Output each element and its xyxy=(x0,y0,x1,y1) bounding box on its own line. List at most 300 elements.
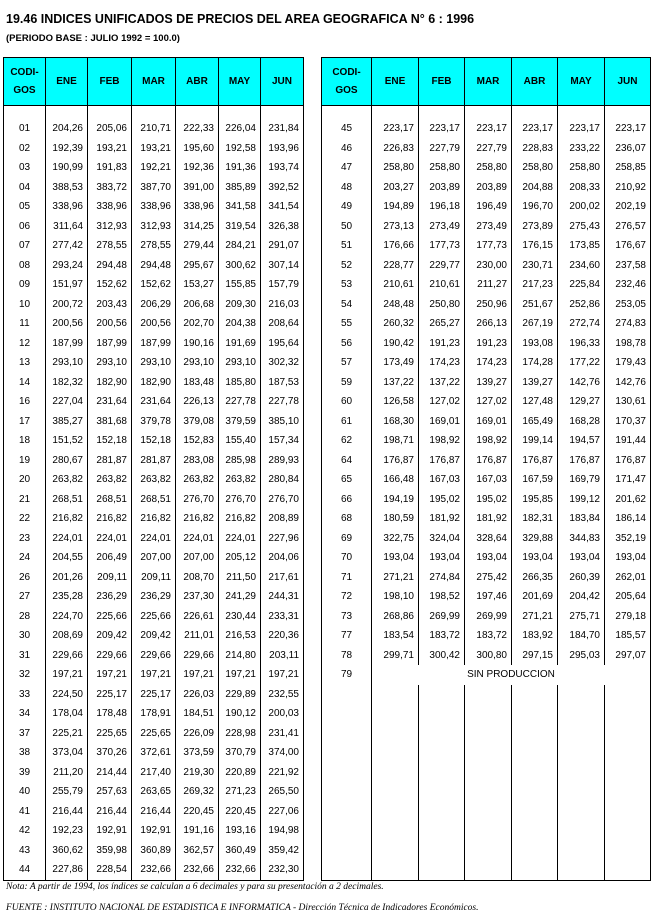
value-cell: 202,19 xyxy=(605,197,651,217)
table-row xyxy=(4,451,304,471)
value-cell: 338,96 xyxy=(176,197,219,217)
value-cell: 272,74 xyxy=(558,314,605,334)
value-cell: 126,58 xyxy=(372,392,419,412)
value-cell: 196,33 xyxy=(558,334,605,354)
value-cell: 209,11 xyxy=(88,568,132,588)
value-cell: 374,00 xyxy=(261,743,304,763)
value-cell: 263,82 xyxy=(176,470,219,490)
table-row xyxy=(322,412,651,432)
value-cell: 225,66 xyxy=(88,607,132,627)
value-cell: 193,04 xyxy=(372,548,419,568)
page-title: 19.46 INDICES UNIFICADOS DE PRECIOS DEL AREA GEOGRAFICA N° 6 : 1996 xyxy=(6,12,475,26)
value-cell: 229,77 xyxy=(419,256,465,276)
value-cell: 227,78 xyxy=(219,392,261,412)
value-cell: 192,21 xyxy=(132,158,176,178)
value-cell: 142,76 xyxy=(605,373,651,393)
code-cell: 68 xyxy=(322,509,372,529)
value-cell: 228,83 xyxy=(512,139,558,159)
value-cell: 233,31 xyxy=(261,607,304,627)
column-header-codigos: CODI-GOS xyxy=(322,58,372,106)
value-cell: 314,25 xyxy=(176,217,219,237)
value-cell: 216,82 xyxy=(88,509,132,529)
value-cell: 182,31 xyxy=(512,509,558,529)
column-header-jun: JUN xyxy=(261,58,304,106)
value-cell: 207,00 xyxy=(176,548,219,568)
value-cell: 293,10 xyxy=(88,353,132,373)
column-header-may: MAY xyxy=(558,58,605,106)
table-row xyxy=(322,626,651,646)
value-cell: 241,29 xyxy=(219,587,261,607)
value-cell: 195,85 xyxy=(512,490,558,510)
value-cell: 179,43 xyxy=(605,353,651,373)
table-row xyxy=(4,490,304,510)
value-cell: 185,57 xyxy=(605,626,651,646)
code-cell: 61 xyxy=(322,412,372,432)
value-cell: 220,36 xyxy=(261,626,304,646)
value-cell: 257,63 xyxy=(88,782,132,802)
value-cell: 277,42 xyxy=(46,236,88,256)
column-header-mar: MAR xyxy=(132,58,176,106)
code-cell: 39 xyxy=(4,763,46,783)
value-cell: 226,09 xyxy=(176,724,219,744)
value-cell: 225,84 xyxy=(558,275,605,295)
value-cell: 182,90 xyxy=(88,373,132,393)
table-row xyxy=(322,470,651,490)
value-cell: 231,41 xyxy=(261,724,304,744)
value-cell: 184,51 xyxy=(176,704,219,724)
table-row xyxy=(4,139,304,159)
table-row xyxy=(4,568,304,588)
value-cell: 329,88 xyxy=(512,529,558,549)
value-cell: 193,04 xyxy=(465,548,512,568)
value-cell: 279,18 xyxy=(605,607,651,627)
value-cell: 225,17 xyxy=(132,685,176,705)
value-cell: 205,06 xyxy=(88,119,132,139)
table-row xyxy=(322,119,651,139)
value-cell: 197,46 xyxy=(465,587,512,607)
value-cell: 372,61 xyxy=(132,743,176,763)
value-cell: 370,79 xyxy=(219,743,261,763)
table-row xyxy=(322,178,651,198)
value-cell: 391,00 xyxy=(176,178,219,198)
value-cell: 271,23 xyxy=(219,782,261,802)
value-cell: 200,03 xyxy=(261,704,304,724)
code-cell: 03 xyxy=(4,158,46,178)
code-cell: 64 xyxy=(322,451,372,471)
table-row xyxy=(4,470,304,490)
column-header-may: MAY xyxy=(219,58,261,106)
value-cell: 200,56 xyxy=(132,314,176,334)
table-row xyxy=(4,431,304,451)
value-cell: 271,21 xyxy=(512,607,558,627)
table-row xyxy=(4,802,304,822)
code-cell: 55 xyxy=(322,314,372,334)
value-cell: 260,39 xyxy=(558,568,605,588)
table-row xyxy=(322,568,651,588)
value-cell: 191,83 xyxy=(88,158,132,178)
value-cell: 224,01 xyxy=(219,529,261,549)
code-cell: 47 xyxy=(322,158,372,178)
table-row xyxy=(322,431,651,451)
value-cell: 217,61 xyxy=(261,568,304,588)
code-cell: 43 xyxy=(4,841,46,861)
table-row xyxy=(4,529,304,549)
value-cell: 210,71 xyxy=(132,119,176,139)
index-table-right xyxy=(321,57,651,881)
value-cell: 229,66 xyxy=(132,646,176,666)
table-row xyxy=(4,197,304,217)
code-cell: 05 xyxy=(4,197,46,217)
value-cell: 359,98 xyxy=(88,841,132,861)
value-cell: 152,18 xyxy=(88,431,132,451)
value-cell: 168,28 xyxy=(558,412,605,432)
value-cell: 258,80 xyxy=(465,158,512,178)
value-cell: 300,80 xyxy=(465,646,512,666)
table-header-right xyxy=(322,58,651,106)
value-cell: 183,92 xyxy=(512,626,558,646)
spacer-row xyxy=(322,106,651,120)
code-cell: 42 xyxy=(4,821,46,841)
value-cell: 302,32 xyxy=(261,353,304,373)
value-cell: 183,72 xyxy=(419,626,465,646)
code-cell: 06 xyxy=(4,217,46,237)
value-cell: 191,69 xyxy=(219,334,261,354)
value-cell: 352,19 xyxy=(605,529,651,549)
table-row xyxy=(4,295,304,315)
value-cell: 289,93 xyxy=(261,451,304,471)
value-cell: 127,02 xyxy=(419,392,465,412)
value-cell: 291,07 xyxy=(261,236,304,256)
value-cell: 155,40 xyxy=(219,431,261,451)
table-row xyxy=(322,334,651,354)
value-cell: 196,49 xyxy=(465,197,512,217)
code-cell: 44 xyxy=(4,860,46,880)
value-cell: 233,22 xyxy=(558,139,605,159)
table-row xyxy=(322,295,651,315)
code-cell: 79 xyxy=(322,665,372,685)
value-cell: 176,87 xyxy=(605,451,651,471)
value-cell: 195,02 xyxy=(419,490,465,510)
value-cell: 224,01 xyxy=(46,529,88,549)
value-cell: 223,17 xyxy=(465,119,512,139)
code-cell: 70 xyxy=(322,548,372,568)
value-cell: 190,12 xyxy=(219,704,261,724)
value-cell: 283,08 xyxy=(176,451,219,471)
table-row xyxy=(322,139,651,159)
code-cell: 28 xyxy=(4,607,46,627)
value-cell: 155,85 xyxy=(219,275,261,295)
value-cell: 216,44 xyxy=(88,802,132,822)
value-cell: 226,61 xyxy=(176,607,219,627)
value-cell: 210,61 xyxy=(419,275,465,295)
value-cell: 181,92 xyxy=(419,509,465,529)
value-cell: 300,62 xyxy=(219,256,261,276)
value-cell: 139,27 xyxy=(512,373,558,393)
value-cell: 166,48 xyxy=(372,470,419,490)
value-cell: 230,44 xyxy=(219,607,261,627)
value-cell: 208,89 xyxy=(261,509,304,529)
value-cell: 187,99 xyxy=(132,334,176,354)
value-cell: 130,61 xyxy=(605,392,651,412)
table-row xyxy=(322,587,651,607)
value-cell: 273,49 xyxy=(419,217,465,237)
value-cell: 250,96 xyxy=(465,295,512,315)
value-cell: 152,18 xyxy=(132,431,176,451)
value-cell: 173,85 xyxy=(558,236,605,256)
value-cell: 229,89 xyxy=(219,685,261,705)
value-cell: 152,62 xyxy=(88,275,132,295)
value-cell: 328,64 xyxy=(465,529,512,549)
table-row xyxy=(4,548,304,568)
value-cell: 195,60 xyxy=(176,139,219,159)
value-cell: 152,62 xyxy=(132,275,176,295)
value-cell: 197,21 xyxy=(176,665,219,685)
value-cell: 230,00 xyxy=(465,256,512,276)
value-cell: 216,44 xyxy=(132,802,176,822)
value-cell: 196,70 xyxy=(512,197,558,217)
value-cell: 207,00 xyxy=(132,548,176,568)
code-cell: 08 xyxy=(4,256,46,276)
code-cell: 73 xyxy=(322,607,372,627)
code-cell: 24 xyxy=(4,548,46,568)
code-cell: 53 xyxy=(322,275,372,295)
value-cell: 227,79 xyxy=(419,139,465,159)
value-cell: 211,20 xyxy=(46,763,88,783)
code-cell: 21 xyxy=(4,490,46,510)
code-cell: 12 xyxy=(4,334,46,354)
code-cell: 52 xyxy=(322,256,372,276)
table-row xyxy=(4,412,304,432)
code-cell: 14 xyxy=(4,373,46,393)
code-cell: 78 xyxy=(322,646,372,666)
value-cell: 274,83 xyxy=(605,314,651,334)
table-row xyxy=(322,373,651,393)
value-cell: 182,90 xyxy=(132,373,176,393)
value-cell: 170,37 xyxy=(605,412,651,432)
value-cell: 228,54 xyxy=(88,860,132,880)
value-cell: 217,23 xyxy=(512,275,558,295)
value-cell: 178,91 xyxy=(132,704,176,724)
value-cell: 244,31 xyxy=(261,587,304,607)
value-cell: 151,97 xyxy=(46,275,88,295)
value-cell: 198,10 xyxy=(372,587,419,607)
value-cell: 210,92 xyxy=(605,178,651,198)
value-cell: 326,38 xyxy=(261,217,304,237)
value-cell: 227,79 xyxy=(465,139,512,159)
value-cell: 231,84 xyxy=(261,119,304,139)
value-cell: 319,54 xyxy=(219,217,261,237)
value-cell: 293,10 xyxy=(132,353,176,373)
code-cell: 11 xyxy=(4,314,46,334)
code-cell: 32 xyxy=(4,665,46,685)
value-cell: 276,57 xyxy=(605,217,651,237)
value-cell: 268,51 xyxy=(132,490,176,510)
value-cell: 205,64 xyxy=(605,587,651,607)
value-cell: 181,92 xyxy=(465,509,512,529)
value-cell: 294,48 xyxy=(88,256,132,276)
value-cell: 269,99 xyxy=(465,607,512,627)
value-cell: 169,01 xyxy=(465,412,512,432)
table-row xyxy=(322,646,651,666)
value-cell: 183,48 xyxy=(176,373,219,393)
value-cell: 236,29 xyxy=(88,587,132,607)
value-cell: 203,11 xyxy=(261,646,304,666)
value-cell: 224,01 xyxy=(132,529,176,549)
value-cell: 379,08 xyxy=(176,412,219,432)
table-row xyxy=(4,782,304,802)
code-cell: 77 xyxy=(322,626,372,646)
value-cell: 177,73 xyxy=(465,236,512,256)
table-row xyxy=(4,646,304,666)
value-cell: 236,07 xyxy=(605,139,651,159)
column-header-feb: FEB xyxy=(88,58,132,106)
table-row xyxy=(4,236,304,256)
value-cell: 203,89 xyxy=(465,178,512,198)
value-cell: 229,66 xyxy=(176,646,219,666)
value-cell: 338,96 xyxy=(46,197,88,217)
value-cell: 223,17 xyxy=(419,119,465,139)
value-cell: 142,76 xyxy=(558,373,605,393)
table-row xyxy=(322,353,651,373)
table-row xyxy=(4,275,304,295)
value-cell: 198,71 xyxy=(372,431,419,451)
value-cell: 385,89 xyxy=(219,178,261,198)
code-cell: 66 xyxy=(322,490,372,510)
value-cell: 183,72 xyxy=(465,626,512,646)
value-cell: 221,92 xyxy=(261,763,304,783)
value-cell: 324,04 xyxy=(419,529,465,549)
value-cell: 216,82 xyxy=(132,509,176,529)
table-row xyxy=(322,256,651,276)
value-cell: 231,64 xyxy=(88,392,132,412)
value-cell: 225,66 xyxy=(132,607,176,627)
value-cell: 171,47 xyxy=(605,470,651,490)
value-cell: 227,86 xyxy=(46,860,88,880)
value-cell: 251,67 xyxy=(512,295,558,315)
value-cell: 220,89 xyxy=(219,763,261,783)
table-row xyxy=(322,490,651,510)
value-cell: 192,39 xyxy=(46,139,88,159)
value-cell: 174,23 xyxy=(465,353,512,373)
code-cell: 49 xyxy=(322,197,372,217)
code-cell: 16 xyxy=(4,392,46,412)
value-cell: 209,42 xyxy=(88,626,132,646)
value-cell: 167,59 xyxy=(512,470,558,490)
value-cell: 193,21 xyxy=(132,139,176,159)
value-cell: 176,87 xyxy=(512,451,558,471)
value-cell: 208,33 xyxy=(558,178,605,198)
table-row xyxy=(322,236,651,256)
value-cell: 198,78 xyxy=(605,334,651,354)
value-cell: 195,64 xyxy=(261,334,304,354)
value-cell: 197,21 xyxy=(132,665,176,685)
value-cell: 370,26 xyxy=(88,743,132,763)
value-cell: 191,16 xyxy=(176,821,219,841)
value-cell: 176,66 xyxy=(372,236,419,256)
value-cell: 226,03 xyxy=(176,685,219,705)
value-cell: 225,65 xyxy=(132,724,176,744)
value-cell: 271,21 xyxy=(372,568,419,588)
table-row xyxy=(322,275,651,295)
value-cell: 263,82 xyxy=(46,470,88,490)
value-cell: 157,79 xyxy=(261,275,304,295)
value-cell: 229,66 xyxy=(88,646,132,666)
table-row xyxy=(4,509,304,529)
code-cell: 45 xyxy=(322,119,372,139)
code-cell: 34 xyxy=(4,704,46,724)
value-cell: 225,17 xyxy=(88,685,132,705)
code-cell: 54 xyxy=(322,295,372,315)
value-cell: 225,21 xyxy=(46,724,88,744)
code-cell: 20 xyxy=(4,470,46,490)
value-cell: 232,66 xyxy=(132,860,176,880)
value-cell: 280,67 xyxy=(46,451,88,471)
value-cell: 250,80 xyxy=(419,295,465,315)
value-cell: 193,96 xyxy=(261,139,304,159)
value-cell: 182,32 xyxy=(46,373,88,393)
value-cell: 201,26 xyxy=(46,568,88,588)
value-cell: 183,54 xyxy=(372,626,419,646)
value-cell: 204,26 xyxy=(46,119,88,139)
value-cell: 169,01 xyxy=(419,412,465,432)
value-cell: 293,10 xyxy=(219,353,261,373)
value-cell: 157,34 xyxy=(261,431,304,451)
value-cell: 226,83 xyxy=(372,139,419,159)
value-cell: 232,66 xyxy=(176,860,219,880)
value-cell: 263,82 xyxy=(219,470,261,490)
value-cell: 236,29 xyxy=(132,587,176,607)
value-cell: 385,27 xyxy=(46,412,88,432)
value-cell: 265,50 xyxy=(261,782,304,802)
value-cell: 204,55 xyxy=(46,548,88,568)
value-cell: 294,48 xyxy=(132,256,176,276)
value-cell: 223,17 xyxy=(512,119,558,139)
value-cell: 248,48 xyxy=(372,295,419,315)
value-cell: 341,54 xyxy=(261,197,304,217)
code-cell: 33 xyxy=(4,685,46,705)
value-cell: 199,12 xyxy=(558,490,605,510)
code-cell: 57 xyxy=(322,353,372,373)
value-cell: 190,16 xyxy=(176,334,219,354)
code-cell: 23 xyxy=(4,529,46,549)
column-header-abr: ABR xyxy=(176,58,219,106)
value-cell: 193,04 xyxy=(605,548,651,568)
code-cell: 62 xyxy=(322,431,372,451)
table-row xyxy=(4,763,304,783)
value-cell: 222,33 xyxy=(176,119,219,139)
value-cell: 268,51 xyxy=(88,490,132,510)
value-cell: 176,87 xyxy=(465,451,512,471)
spacer-row xyxy=(4,106,304,120)
value-cell: 267,19 xyxy=(512,314,558,334)
code-cell: 46 xyxy=(322,139,372,159)
value-cell: 192,91 xyxy=(88,821,132,841)
table-row xyxy=(322,665,651,685)
value-cell: 388,53 xyxy=(46,178,88,198)
code-cell: 18 xyxy=(4,431,46,451)
value-cell: 273,49 xyxy=(465,217,512,237)
value-cell: 227,06 xyxy=(261,802,304,822)
code-cell: 37 xyxy=(4,724,46,744)
value-cell: 263,82 xyxy=(88,470,132,490)
value-cell: 206,68 xyxy=(176,295,219,315)
value-cell: 202,70 xyxy=(176,314,219,334)
value-cell: 194,57 xyxy=(558,431,605,451)
value-cell: 293,24 xyxy=(46,256,88,276)
value-cell: 152,83 xyxy=(176,431,219,451)
value-cell: 127,48 xyxy=(512,392,558,412)
value-cell: 258,80 xyxy=(512,158,558,178)
